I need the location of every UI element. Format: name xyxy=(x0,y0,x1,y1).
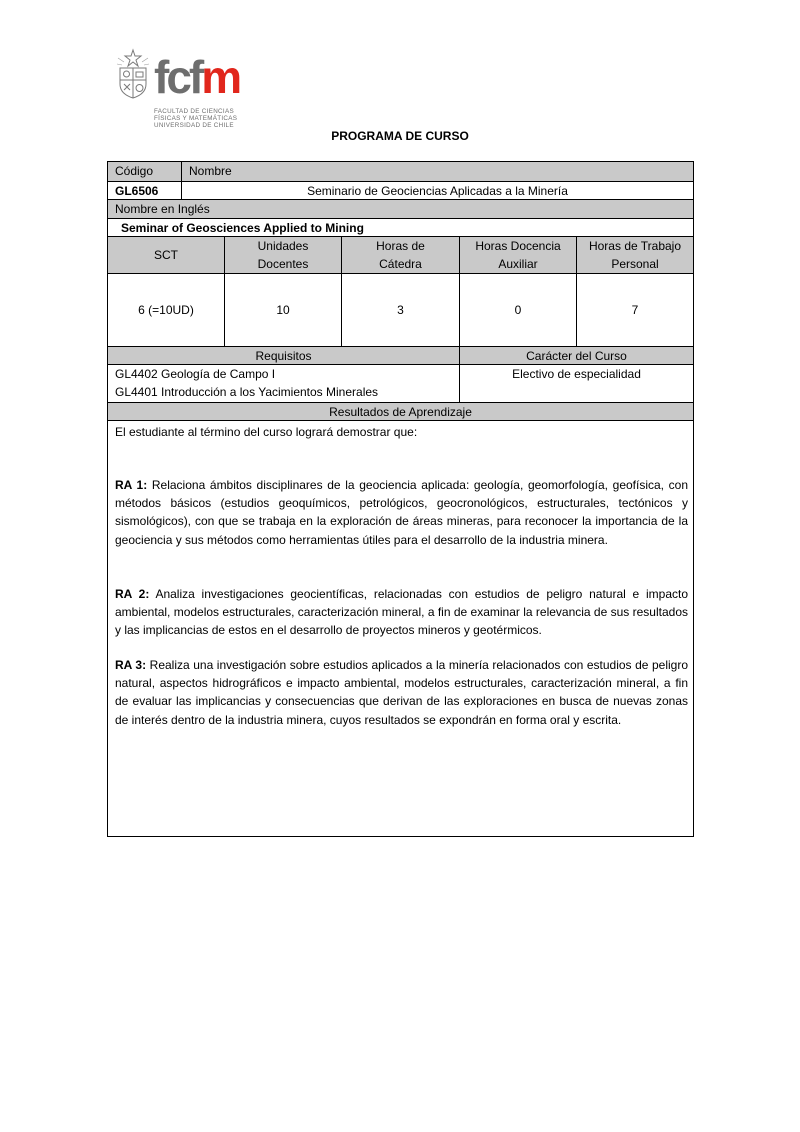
learning-outcome-id: RA 2: xyxy=(115,587,150,601)
learning-outcomes-intro: El estudiante al término del curso logrará demostrar que: xyxy=(115,425,418,439)
learning-outcomes-body xyxy=(108,421,693,836)
university-seal-icon xyxy=(116,48,150,100)
hours-header-units: Unidades Docentes xyxy=(225,237,342,273)
learning-outcome-item xyxy=(115,585,688,640)
code-name-header-row xyxy=(108,162,693,182)
hours-header-personal: Horas de Trabajo Personal xyxy=(588,239,682,271)
english-name: Seminar of Geosciences Applied to Mining xyxy=(121,221,364,235)
course-name: Seminario de Geociencias Aplicadas a la Minería xyxy=(307,184,568,198)
learning-outcome-text: Relaciona ámbitos disciplinares de la geociencia aplicada: geología, geomorfología, geofísica, con métodos básicos (estudios geoquímicos, petrológicos, geocronológicos, estructurales, tectónicos y sismológicos), con que se trabaja en la exploración de áreas mineras, para reconocer la importancia de la geociencia y sus métodos como herramientas útiles para el desarrollo de la industria minera. xyxy=(115,478,689,547)
requirement-item: GL4402 Geología de Campo I xyxy=(115,367,276,381)
hours-header-lecture: Horas de Cátedra xyxy=(342,237,460,273)
code-name-row xyxy=(108,182,693,200)
fcfm-wordmark: fcfm xyxy=(154,51,240,103)
document-title: PROGRAMA DE CURSO xyxy=(331,129,469,143)
course-program-table xyxy=(107,161,694,837)
hours-header-sct: SCT xyxy=(108,237,225,273)
english-name-row xyxy=(108,219,693,237)
learning-outcome-item xyxy=(115,476,688,549)
course-code: GL6506 xyxy=(108,182,182,199)
learning-outcomes-label: Resultados de Aprendizaje xyxy=(329,405,472,419)
learning-outcome-text: Realiza una investigación sobre estudios aplicados a la minería relacionados con estudios de peligro natural, aspectos hidrográficos e impacto ambiental, modelos estructurales, caracterización mineral, a fin de evaluar las implicancias y consecuencias que derivan de las exploraciones en busca de nuevas zonas de interés dentro de la industria minera, cuyos resultados se expondrán en forma oral y escrita. xyxy=(115,658,688,727)
hours-value-units: 10 xyxy=(225,274,342,346)
character-value: Electivo de especialidad xyxy=(512,367,641,381)
requirements-header-row xyxy=(108,347,693,365)
learning-outcomes-header-row xyxy=(108,403,693,421)
learning-outcome-id: RA 3: xyxy=(115,658,147,672)
english-name-header-row xyxy=(108,200,693,219)
hours-value-sct: 6 (=10UD) xyxy=(108,274,225,346)
character-label: Carácter del Curso xyxy=(526,349,627,363)
code-label: Código xyxy=(108,162,182,181)
learning-outcome-item xyxy=(115,656,688,729)
requirements-list xyxy=(108,365,460,402)
hours-header-row xyxy=(108,237,693,274)
requirements-label: Requisitos xyxy=(108,347,460,364)
hours-header-auxiliary: Horas Docencia Auxiliar xyxy=(460,237,577,273)
fcfm-logo xyxy=(116,48,256,134)
requirement-item: GL4401 Introducción a los Yacimientos Minerales xyxy=(115,385,379,399)
hours-value-personal: 7 xyxy=(631,303,639,317)
hours-value-lecture: 3 xyxy=(342,274,460,346)
hours-values-row xyxy=(108,274,693,347)
learning-outcome-text: Analiza investigaciones geocientíficas, relacionadas con estudios de peligro natural e impacto ambiental, modelos estructurales, caracterización mineral, a fin de examinar la relevancia de sus resultados y las implicancias de estos en el desarrollo de proyectos mineros y geotérmicos. xyxy=(115,587,689,638)
learning-outcome-id: RA 1: xyxy=(115,478,148,492)
faculty-subtitle: FACULTAD DE CIENCIAS FÍSICAS Y MATEMÁTICAS UNIVERSIDAD DE CHILE xyxy=(154,108,238,129)
requirements-row xyxy=(108,365,693,403)
name-label: Nombre xyxy=(189,164,232,178)
english-name-label: Nombre en Inglés xyxy=(115,202,210,216)
hours-value-auxiliary: 0 xyxy=(460,274,577,346)
